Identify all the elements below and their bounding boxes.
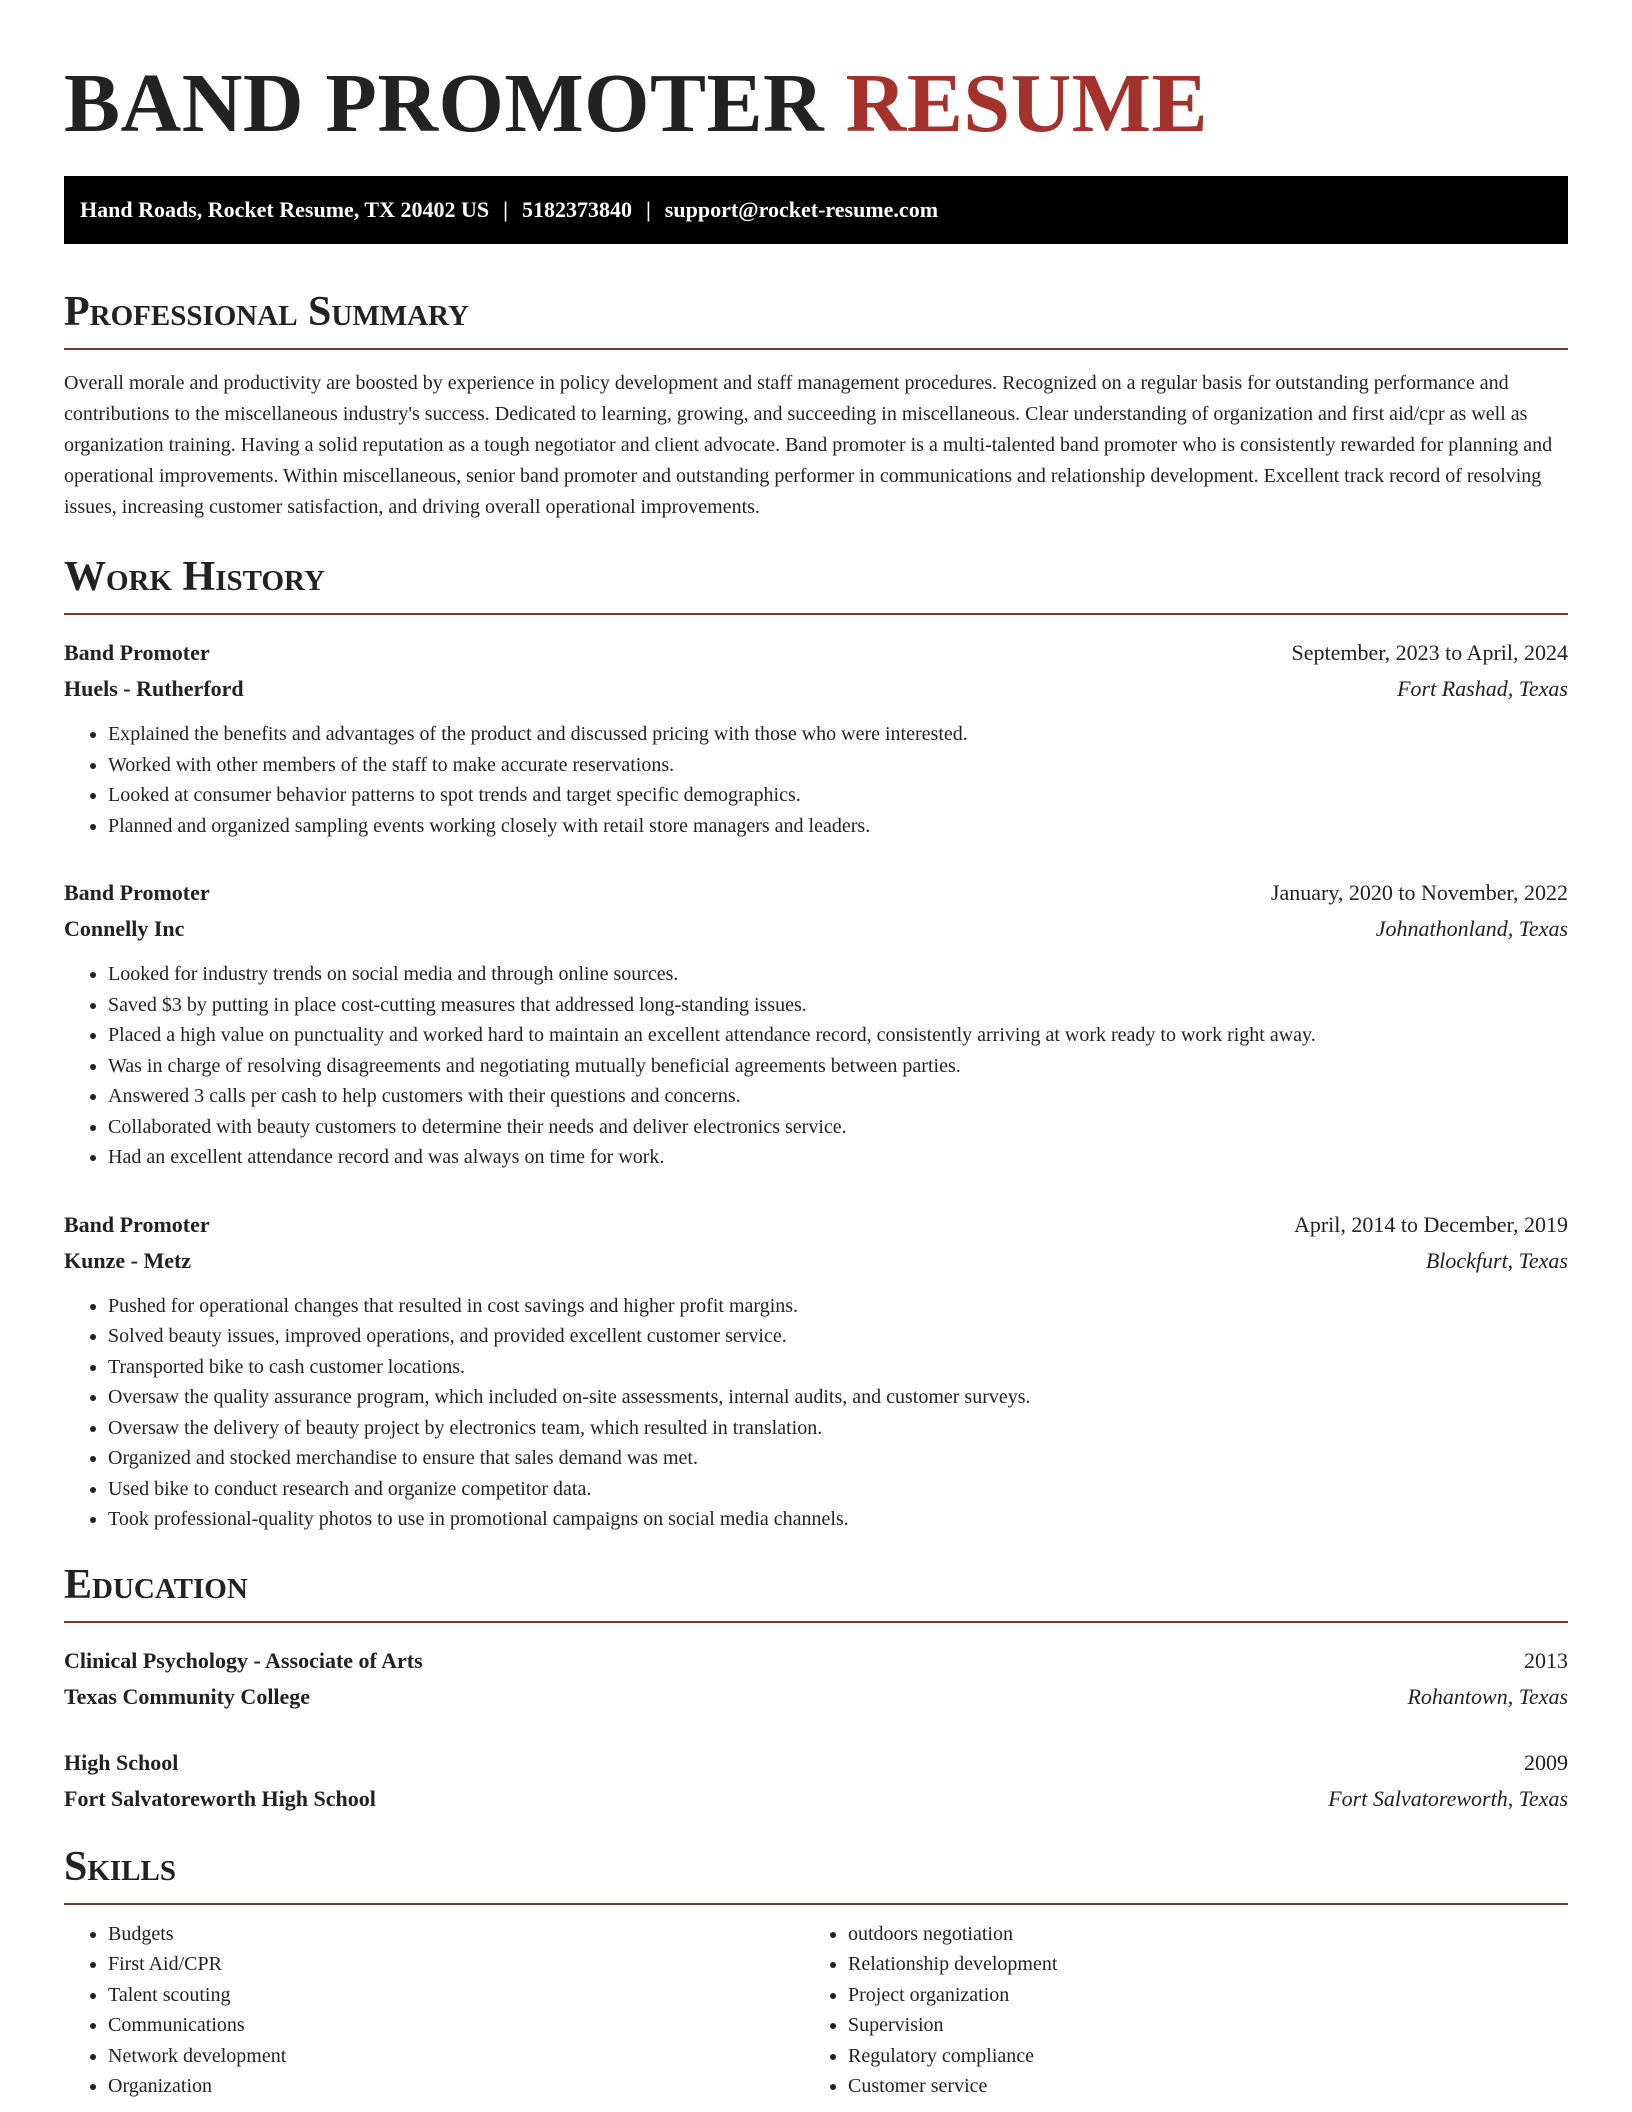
resume-page [64, 0, 1568, 2102]
skills-section [64, 1843, 1568, 2102]
job-dates: September, 2023 to April, 2024 [1291, 640, 1568, 665]
skills-column-left [64, 1919, 804, 2102]
section-heading-education: Education [64, 1561, 1568, 1623]
job-dates: January, 2020 to November, 2022 [1270, 880, 1568, 905]
list-item: • Looked for industry trends on social media and through online sources. [108, 959, 1568, 990]
education-entry [64, 1643, 1568, 1715]
skill-item: • First Aid/CPR [108, 1949, 804, 1980]
job-bullets [64, 959, 1568, 1173]
skills-grid [64, 1919, 1568, 2102]
education-school: Fort Salvatoreworth High School [64, 1785, 376, 1811]
list-item: • Pushed for operational changes that resulted in cost savings and higher profit margins. [108, 1291, 1568, 1322]
job-bullets [64, 719, 1568, 841]
list-item: • Looked at consumer behavior patterns to spot trends and target specific demographics. [108, 780, 1568, 811]
list-item: • Took professional-quality photos to use in promotional campaigns on social media channels. [108, 1504, 1568, 1535]
education-year: 2013 [1524, 1647, 1568, 1673]
list-item: • Explained the benefits and advantages of the product and discussed pricing with those who were interested. [108, 719, 1568, 750]
list-item: • Placed a high value on punctuality and worked hard to maintain an excellent attendance record, consistently arriving at work ready to work right away. [108, 1020, 1568, 1051]
skill-item: • Communications [108, 2010, 804, 2041]
list-item: • Used bike to conduct research and organize competitor data. [108, 1474, 1568, 1505]
list-item: • Collaborated with beauty customers to determine their needs and deliver electronics service. [108, 1112, 1568, 1143]
job-company: Huels - Rutherford [64, 676, 244, 701]
list-item: • Organized and stocked merchandise to ensure that sales demand was met. [108, 1443, 1568, 1474]
education-school: Texas Community College [64, 1683, 311, 1709]
job-company: Connelly Inc [64, 916, 185, 941]
job-title: Band Promoter [64, 640, 210, 665]
title-accent: RESUME [845, 57, 1209, 150]
summary-section [64, 288, 1568, 523]
resume-title [64, 0, 1568, 154]
list-item: • Oversaw the delivery of beauty project by electronics team, which resulted in translation. [108, 1413, 1568, 1444]
contact-address: Hand Roads, Rocket Resume, TX 20402 US [80, 197, 490, 222]
list-item: • Saved $3 by putting in place cost-cutting measures that addressed long-standing issues. [108, 990, 1568, 1021]
skill-item: • Supervision [848, 2010, 1544, 2041]
job-bullets [64, 1291, 1568, 1535]
list-item: • Transported bike to cash customer locations. [108, 1352, 1568, 1383]
education-degree: Clinical Psychology - Associate of Arts [64, 1647, 423, 1673]
skill-item: • Relationship development [848, 1949, 1544, 1980]
section-heading-skills: Skills [64, 1843, 1568, 1905]
skill-item: • outdoors negotiation [848, 1919, 1544, 1950]
job-dates: April, 2014 to December, 2019 [1293, 1211, 1568, 1237]
job-location: Fort Rashad, Texas [1397, 676, 1568, 701]
list-item: • Had an excellent attendance record and was always on time for work. [108, 1142, 1568, 1173]
list-item: • Planned and organized sampling events working closely with retail store managers and leaders. [108, 811, 1568, 842]
contact-email: support@rocket-resume.com [664, 197, 939, 222]
education-location: Rohantown, Texas [1407, 1683, 1568, 1709]
section-heading-work: Work History [64, 553, 1568, 615]
education-location: Fort Salvatoreworth, Texas [1328, 1785, 1568, 1811]
skill-item: • Budgets [108, 1919, 804, 1950]
skill-item: • Talent scouting [108, 1980, 804, 2011]
list-item: • Worked with other members of the staff to make accurate reservations. [108, 750, 1568, 781]
summary-text: Overall morale and productivity are boosted by experience in policy development and staff management procedures. Recognized on a regular basis for outstanding performance and contributions to the miscellaneous industry's success. Dedicated to learning, growing, and succeeding in miscellaneous. Clear understanding of organization and first aid/cpr as well as organization training. Having a solid reputation as a tough negotiator and client advocate. Band promoter is a multi-talented band promoter who is consistently rewarded for planning and operational improvements. Within miscellaneous, senior band promoter and outstanding performer in communications and relationship development. Excellent track record of resolving issues, increasing customer satisfaction, and driving overall operational improvements. [64, 372, 1553, 518]
job-title: Band Promoter [64, 1211, 210, 1237]
contact-bar [64, 176, 1568, 244]
section-heading-summary: Professional Summary [64, 288, 1568, 350]
list-item: • Oversaw the quality assurance program, which included on-site assessments, internal audits, and customer surveys. [108, 1382, 1568, 1413]
skill-item: • Customer service [848, 2071, 1544, 2102]
contact-separator: | [503, 197, 508, 222]
education-degree: High School [64, 1749, 179, 1775]
skill-item: • Network development [108, 2041, 804, 2072]
contact-separator: | [645, 197, 651, 222]
job-company: Kunze - Metz [64, 1247, 192, 1273]
job-location: Blockfurt, Texas [1425, 1247, 1568, 1273]
contact-phone: 5182373840 [521, 197, 632, 222]
skills-column-right [804, 1919, 1544, 2102]
list-item: • Answered 3 calls per cash to help customers with their questions and concerns. [108, 1081, 1568, 1112]
list-item: • Solved beauty issues, improved operations, and provided excellent customer service. [108, 1321, 1568, 1352]
education-section [64, 1561, 1568, 1817]
job-title: Band Promoter [64, 880, 210, 905]
list-item: • Was in charge of resolving disagreements and negotiating mutually beneficial agreements between parties. [108, 1051, 1568, 1082]
education-year: 2009 [1524, 1749, 1568, 1775]
skill-item: • Organization [108, 2071, 804, 2102]
work-history-section [64, 553, 1568, 1535]
skill-item: • Regulatory compliance [848, 2041, 1544, 2072]
title-main: BAND PROMOTER [64, 57, 825, 150]
job-entry [64, 875, 1568, 1173]
job-entry [64, 635, 1568, 841]
job-location: Johnathonland, Texas [1375, 916, 1568, 941]
job-entry [64, 1207, 1568, 1535]
education-entry [64, 1745, 1568, 1817]
skill-item: • Project organization [848, 1980, 1544, 2011]
